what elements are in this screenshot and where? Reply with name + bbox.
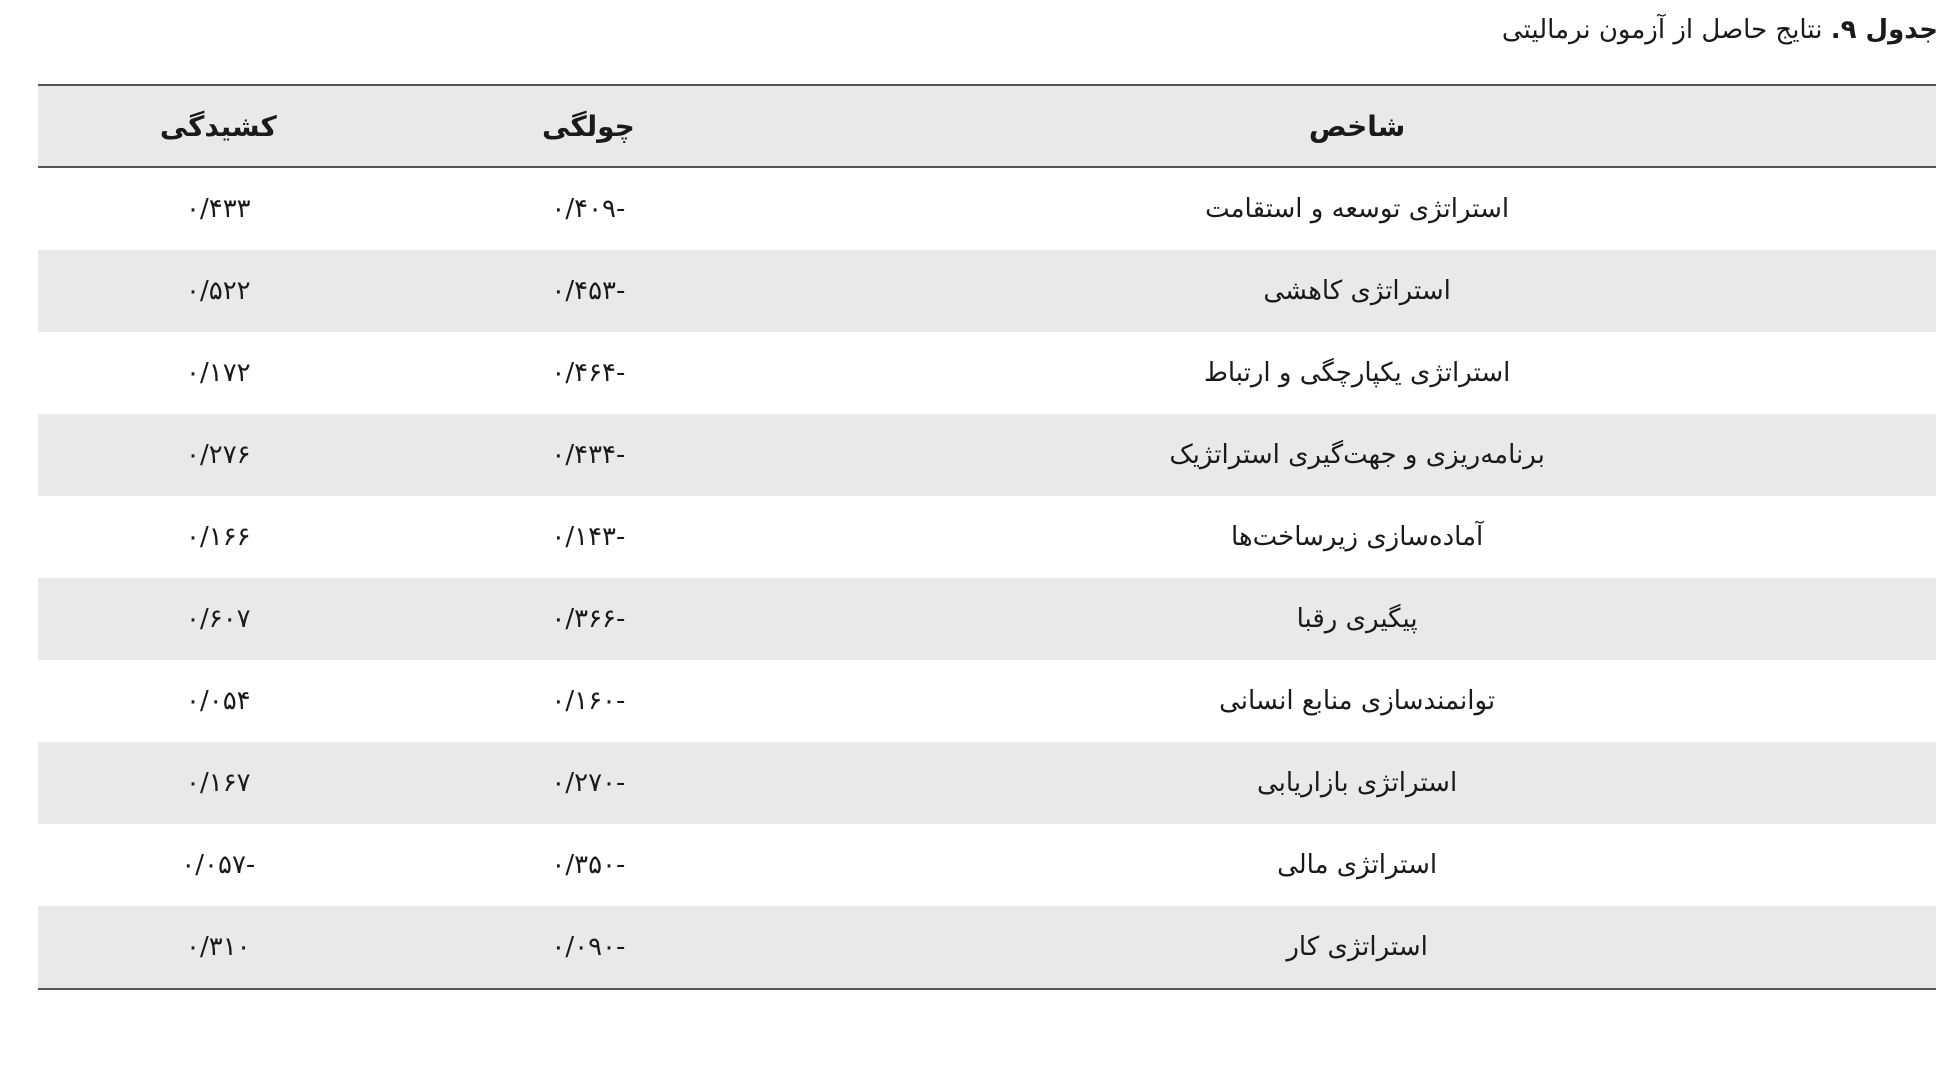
cell-index: پیگیری رقبا [1296, 604, 1418, 634]
table-header-row [38, 85, 1936, 167]
cell-kurtosis: ۰/۳۱۰ [186, 932, 251, 962]
cell-index: استراتژی بازاریابی [1257, 768, 1458, 798]
cell-kurtosis: ۰/۵۲۲ [186, 276, 251, 306]
cell-kurtosis: ۰/۱۶۷ [186, 768, 251, 798]
header-skewness: چولگی [541, 109, 635, 143]
cell-kurtosis: -۰/۰۵۷ [181, 850, 256, 880]
normality-table [38, 84, 1936, 990]
table-row [38, 824, 1936, 906]
cell-skewness: -۰/۱۴۳ [551, 522, 626, 552]
cell-index: آماده‌سازی زیرساخت‌ها [1230, 522, 1484, 552]
table-row [38, 906, 1936, 989]
table-row [38, 250, 1936, 332]
cell-index: استراتژی کاهشی [1263, 276, 1451, 306]
table-row [38, 578, 1936, 660]
table-row [38, 496, 1936, 578]
table-row [38, 414, 1936, 496]
header-kurtosis: کشیدگی [159, 109, 277, 143]
cell-skewness: -۰/۱۶۰ [551, 686, 626, 716]
cell-kurtosis: ۰/۶۰۷ [186, 604, 251, 634]
table-number-label: جدول ۹. [1830, 15, 1938, 45]
cell-kurtosis: ۰/۴۳۳ [186, 194, 251, 224]
cell-kurtosis: ۰/۱۷۲ [186, 358, 251, 388]
cell-kurtosis: ۰/۱۶۶ [186, 522, 251, 552]
table-title: نتایج حاصل از آزمون نرمالیتی [1501, 15, 1831, 45]
cell-skewness: -۰/۳۵۰ [551, 850, 626, 880]
cell-skewness: -۰/۴۵۳ [551, 276, 626, 306]
cell-index: استراتژی مالی [1277, 850, 1438, 880]
cell-skewness: -۰/۰۹۰ [551, 932, 626, 962]
cell-kurtosis: ۰/۰۵۴ [186, 686, 251, 716]
cell-index: توانمندسازی منابع انسانی [1219, 686, 1496, 716]
cell-index: استراتژی توسعه و استقامت [1205, 194, 1510, 224]
table-row [38, 742, 1936, 824]
cell-skewness: -۰/۴۶۴ [551, 358, 626, 388]
cell-skewness: -۰/۳۶۶ [551, 604, 626, 634]
normality-table-container [38, 84, 1936, 990]
cell-skewness: -۰/۴۳۴ [551, 440, 626, 470]
cell-index: استراتژی کار [1286, 932, 1428, 962]
table-caption [1502, 10, 1938, 50]
cell-index: استراتژی یکپارچگی و ارتباط [1203, 358, 1511, 388]
cell-kurtosis: ۰/۲۷۶ [186, 440, 251, 470]
table-row [38, 332, 1936, 414]
header-index: شاخص [1308, 109, 1406, 143]
table-row [38, 660, 1936, 742]
cell-index: برنامه‌ریزی و جهت‌گیری استراتژیک [1169, 440, 1545, 470]
table-row [38, 167, 1936, 250]
cell-skewness: -۰/۲۷۰ [551, 768, 626, 798]
cell-skewness: -۰/۴۰۹ [551, 194, 626, 224]
